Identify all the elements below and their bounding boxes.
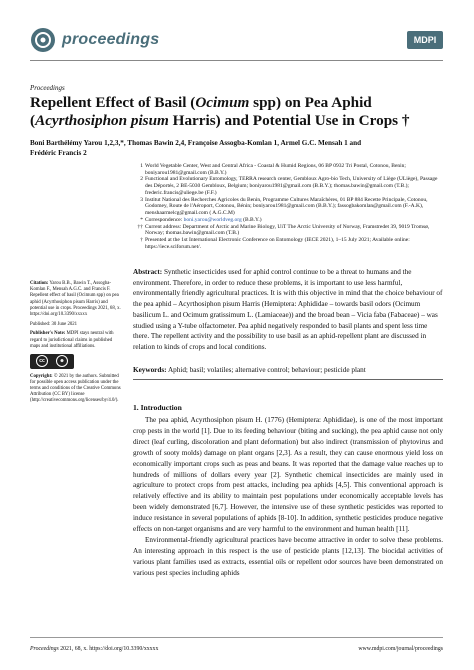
paragraph-2: Environmental-friendly agricultural practices have become attractive in order to solve these problems. An interesting approach in this respect is the use of pesticide plants [12,13]. The biocidal activities of various plant families used as extracts, essential oils or repellent odor sources have been demonstrated on various pest species including aphids — [133, 535, 443, 577]
author-list — [30, 138, 444, 158]
affiliation-3: 3 Institut National des Recherches Agricoles du Benin, Programme Cultures Maraîchères, 01 BP 884 Recette Principale, Cotonou, Godomey, Route de l'Aéroport, Cotonou, Bénin; boniyarou1981@gmail.com (B.B.Y.); fassogbakomlan@gmail.com (F.-A.K), menshaarmelcg@gmail.com ( A.G.C.M) — [140, 196, 428, 216]
paragraph-1: The pea aphid, Acyrthosiphon pisum H. (1776) (Hemiptera: Aphididae), is one of the most important crop pests in the world [1]. Due to its feeding behaviour (biting and sucking), the pea aphid cause not only direct (leaf curling, discoloration and plant deformation) but also indirect (transmission of phytovirus and growth of sooty molds) damage on plant organs [2,3]. As a result, they can cause enormous yield loss on economically important crops such as peas and beans. It was reported that the damage value reaches up to hundreds of millions of dollars every year [2]. Synthetic chemical insecticides are mainly used in agriculture to protect crops from pest attacks, including pea aphids [4,5]. This conventional approach is relatively effective and its ability to maintain pest populations under economically acceptable levels has been widely demonstrated [6,7]. However, the intensive use of these synthetic pesticides was reported to induce resistance in several populations of aphids [8-10]. In addition, synthetic pesticides produce negative effects on non-target organisms and are very harmful to the environment and human health [11]. — [133, 416, 443, 534]
abstract — [133, 267, 443, 353]
conference-note: † Presented at the 1st International Electronic Conference on Entomology (IECE 2021), 1–15 July 2021; Available online: https://iece.sciforum.net/. — [140, 237, 410, 250]
introduction-body — [133, 415, 443, 579]
footer-journal-url[interactable]: www.mdpi.com/journal/proceedings — [358, 646, 443, 652]
keywords — [133, 365, 443, 376]
authors-line-2: Frédéric Francis 2 — [30, 149, 87, 157]
keywords-divider — [133, 379, 443, 380]
cc-by-icon: cc ☻ — [30, 354, 74, 369]
brand-name: proceedings — [62, 31, 160, 48]
publisher-note: Publisher's Note: MDPI stays neutral with regard to jurisdictional claims in published maps and institutional affiliations. — [30, 331, 114, 349]
person-icon: ☻ — [56, 355, 68, 367]
left-sidebar — [30, 281, 122, 408]
paper-title: Repellent Effect of Basil (Ocimum spp) on Pea Aphid (Acyrthosiphon pisum Harris) and Potential Use in Crops † — [30, 94, 410, 129]
proceedings-logo[interactable] — [30, 27, 159, 53]
citation-block: Citation: Yarou B.B., Bawin T., Assogba-Komlan F., Mensah A.G.C. and Francis F. Repellent effect of basil (Ocimum spp) on pea aphid (Acyrthosiphon pisum Harris) and potential use in crops. Proceedings 2021, 68, x. https://doi.org/10.3390/xxxxx — [30, 281, 121, 318]
abstract-label: Abstract: — [133, 268, 163, 276]
proceedings-logo-icon — [30, 27, 56, 53]
journal-name: Proceedings — [30, 84, 65, 92]
affiliations — [133, 163, 443, 251]
current-address: †† Current address: Department of Arctic and Marine Biology, UiT The Arctic University of Norway, Framstredet 39, 9019 Tromsø, Norway; thomas.bawin@gmail.com (T.B.) — [137, 223, 430, 237]
footer-citation: Proceedings 2021, 68, x. https://doi.org/10.3390/xxxxx — [30, 646, 159, 652]
header-divider — [30, 60, 443, 61]
abstract-text: Synthetic insecticides used for aphid control continue to be a threat to humans and the environment. Therefore, in order to reduce these problems, it is important to use less harmful, environmentally friendly agricultural practices. It is with this objective in mind that the choice behaviour of the pea aphid – Acyrthosiphon pisum Harris (Hemiptera: Aphididae – towards basil odors (Ocimum basilicum L. and Ocimum gratissimum L. (Lamiaceae)) and the broad bean – Vicia faba (Fabaceae) – was studied using a Y-tube olfactometer. Pea aphid negatively responded to basil plants and spent less time there. The repellent activity and the possibility to use basil as an aphid-repellent plant are discussed in relation to kinds of crops and local conditions. — [133, 268, 443, 351]
keywords-label: Keywords: — [133, 366, 167, 374]
correspondence: * Correspondence: boni.yarou@worldveg.org (B.B.Y.) — [140, 216, 262, 223]
keywords-text: Aphid; basil; volatiles; alternative control; behaviour; pesticide plant — [167, 366, 366, 374]
section-heading-introduction: 1. Introduction — [133, 403, 182, 412]
correspondence-email-link[interactable]: boni.yarou@worldveg.org — [183, 216, 242, 223]
affiliation-1: 1 World Vegetable Center, West and Central Africa - Coastal & Humid Regions, 06 BP 0932 Tri Postal, Cotonou, Benin; boniyarou1981@gmail.com (B.B.Y.) — [140, 163, 406, 176]
affiliation-2: 2 Functional and Evolutionary Entomology, TERRA research center, Gembloux Agro-bio Tech, University of Liège (ULiège), Passage des Déportés, 2 BE-5030 Gembloux, Belgium; boniyarou1981@gmail.com (B.B.Y.); thomas.bawin@gmail.com (T.B.); frederic.francis@uliege.be (F.F.) — [140, 176, 438, 196]
authors-line-1: Boni Barthélémy Yarou 1,2,3,*, Thomas Bawin 2,4, Françoise Assogba-Komlan 1, Armel G.C. Mensah 1 and — [30, 139, 362, 147]
cc-license-badge[interactable] — [30, 354, 122, 369]
copyright-block: Copyright: © 2021 by the authors. Submitted for possible open access publication under the terms and conditions of the Creative Commons Attribution (CC BY) license (http://creativecommons.org/licenses/by/4.0/). — [30, 373, 121, 404]
mdpi-logo[interactable]: MDPI — [407, 31, 443, 49]
published-date: Published: 30 June 2021 — [30, 321, 78, 327]
footer-divider — [30, 637, 443, 638]
